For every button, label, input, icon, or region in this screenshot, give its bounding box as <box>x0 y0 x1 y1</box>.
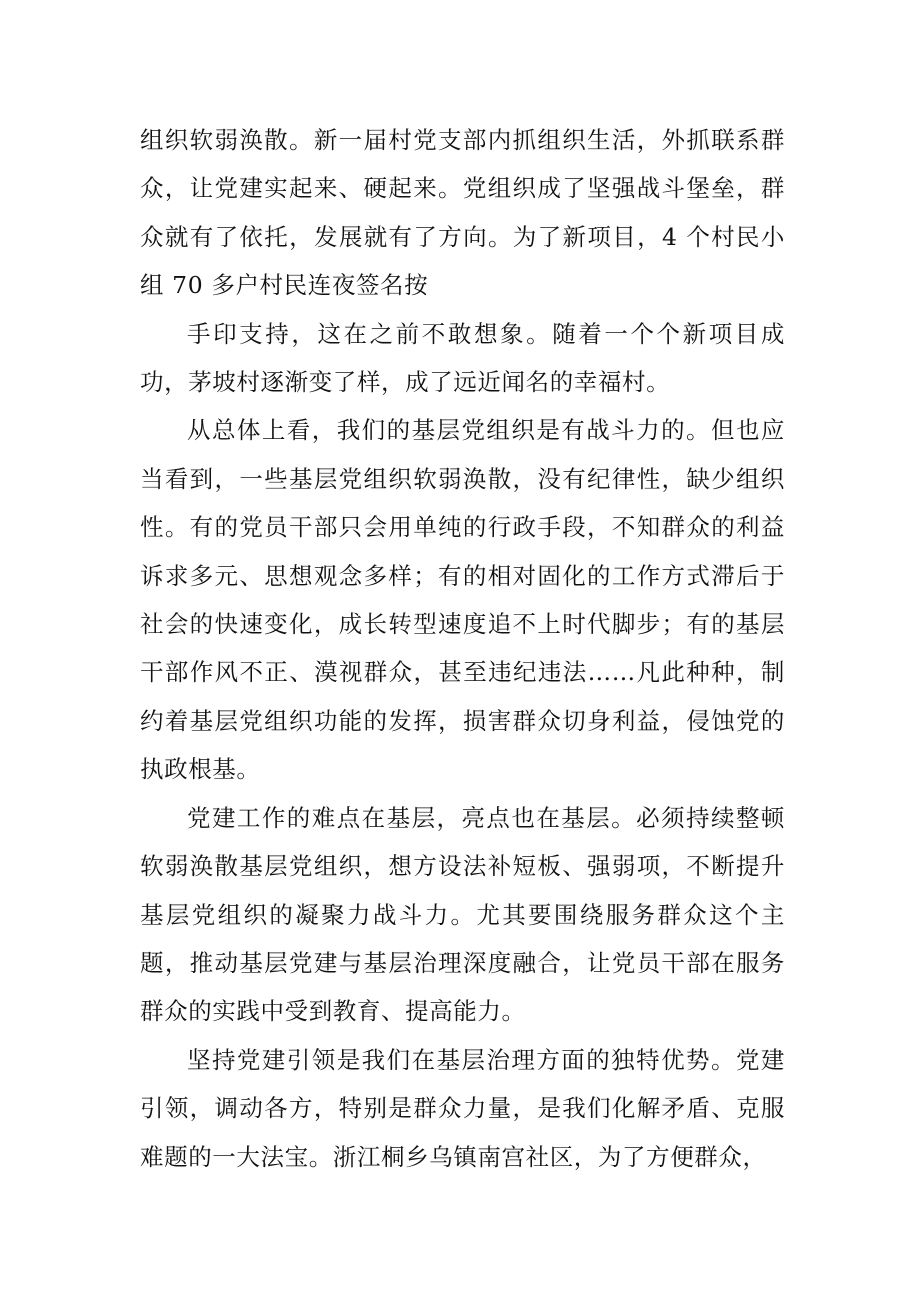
body-text <box>140 116 785 1181</box>
paragraph-4: 党建工作的难点在基层，亮点也在基层。必须持续整顿软弱涣散基层党组织，想方设法补短板、强弱项，不断提升基层党组织的凝聚力战斗力。尤其要围绕服务群众这个主题，推动基层党建与基层治理深度融合，让党员干部在服务群众的实践中受到教育、提高能力。 <box>140 803 785 1026</box>
paragraph-1: 组织软弱涣散。新一届村党支部内抓组织生活，外抓联系群众，让党建实起来、硬起来。党组织成了坚强战斗堡垒，群众就有了依托，发展就有了方向。为了新项目，4 个村民小组 70 多户村民连夜签名按 <box>140 126 785 300</box>
paragraph-5: 坚持党建引领是我们在基层治理方面的独特优势。党建引领，调动各方，特别是群众力量，是我们化解矛盾、克服难题的一大法宝。浙江桐乡乌镇南宫社区，为了方便群众， <box>140 1045 785 1171</box>
paragraph-3: 从总体上看，我们的基层党组织是有战斗力的。但也应当看到，一些基层党组织软弱涣散，没有纪律性，缺少组织性。有的党员干部只会用单纯的行政手段，不知群众的利益诉求多元、思想观念多样；有的相对固化的工作方式滞后于社会的快速变化，成长转型速度追不上时代脚步；有的基层干部作风不正、漠视群众，甚至违纪违法……凡此种种，制约着基层党组织功能的发挥，损害群众切身利益，侵蚀党的执政根基。 <box>140 416 785 784</box>
paragraph-2: 手印支持，这在之前不敢想象。随着一个个新项目成功，茅坡村逐渐变了样，成了远近闻名的幸福村。 <box>140 319 785 397</box>
